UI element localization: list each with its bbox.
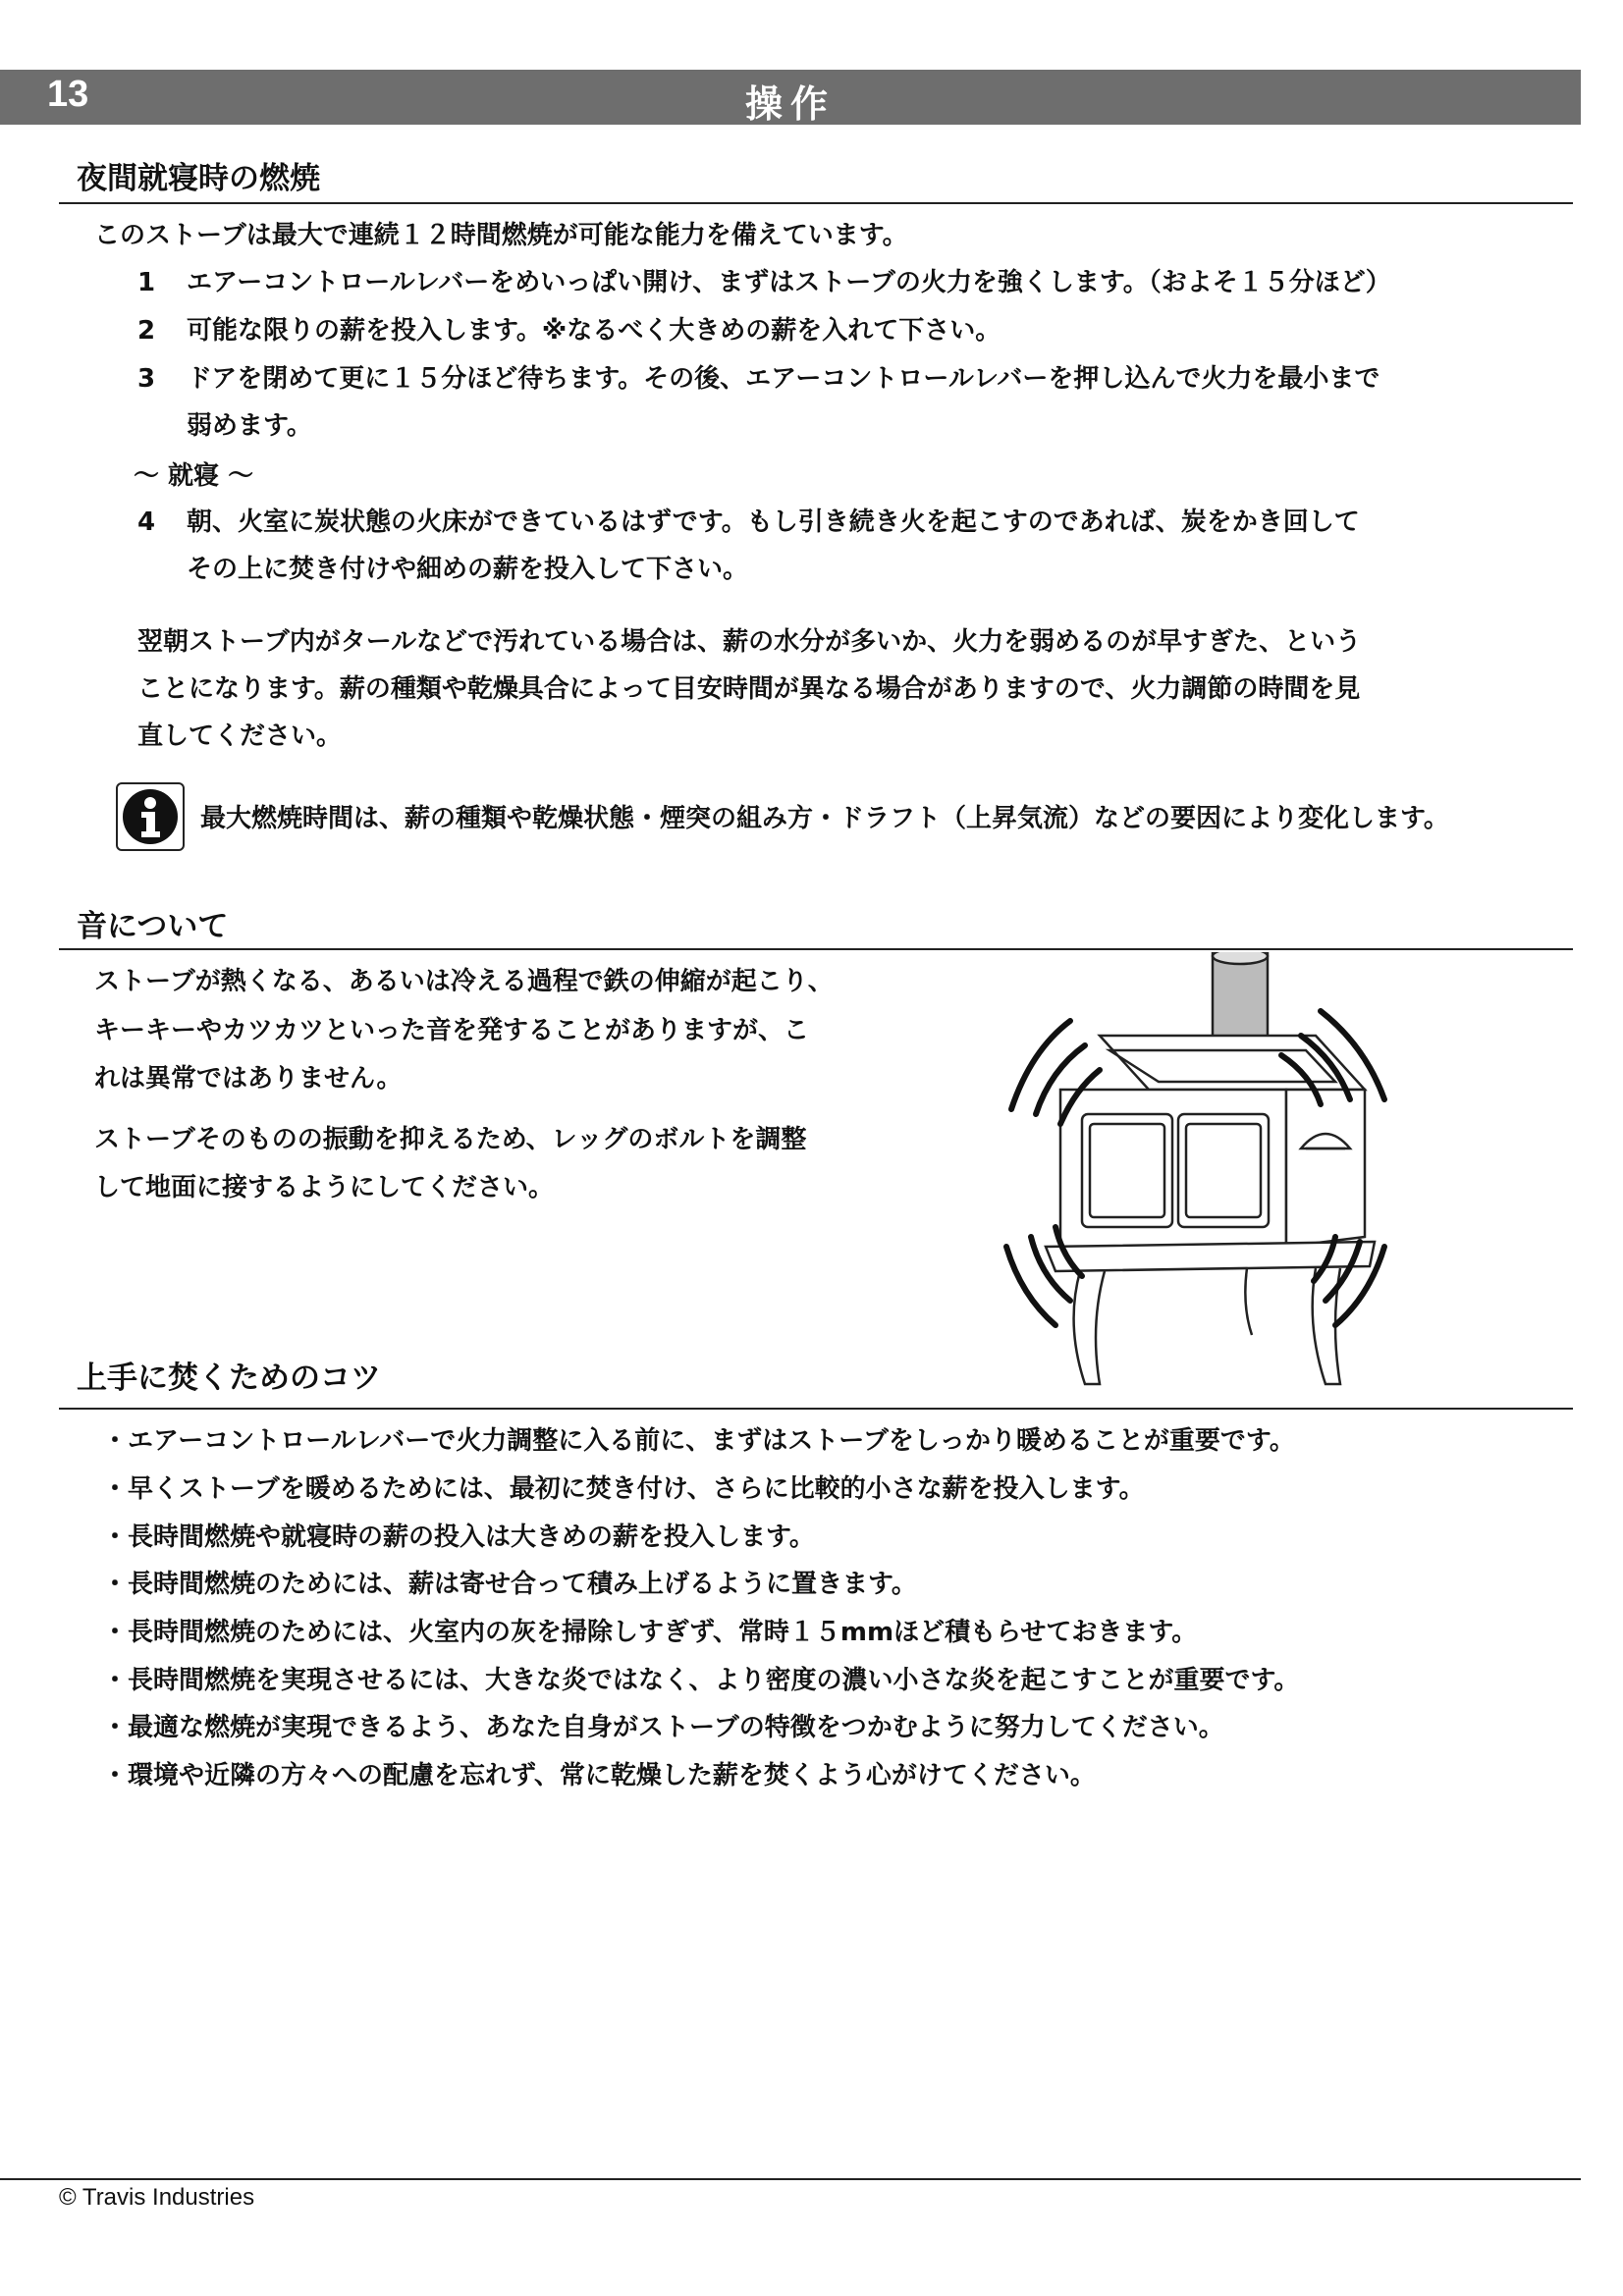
step-2	[137, 307, 1001, 354]
tip-item: ・早くストーブを暖めるためには、最初に焚き付け、さらに比較的小さな薪を投入します。	[102, 1474, 1145, 1504]
section-heading-sound: 音について	[77, 909, 229, 944]
info-text: 最大燃焼時間は、薪の種類や乾燥状態・煙突の組み方・ドラフト（上昇気流）などの要因により変化します。	[200, 804, 1449, 833]
tip-item: ・環境や近隣の方々への配慮を忘れず、常に乾燥した薪を焚くよう心がけてください。	[102, 1761, 1096, 1790]
step-1	[137, 259, 1391, 306]
step-4-continued: その上に焚き付けや細めの薪を投入して下さい。	[187, 555, 749, 584]
sound-para1-line1: ストーブが熱くなる、あるいは冷える過程で鉄の伸縮が起こり、	[94, 967, 834, 996]
note-line-1: 翌朝ストーブ内がタールなどで汚れている場合は、薪の水分が多いか、火力を弱めるのが早すぎた、という	[137, 627, 1362, 657]
tip-item: ・長時間燃焼を実現させるには、大きな炎ではなく、より密度の濃い小さな炎を起こすことが重要です。	[102, 1666, 1300, 1695]
page-number: 13	[47, 74, 89, 115]
footer-copyright: © Travis Industries	[59, 2184, 255, 2211]
step-text: 朝、火室に炭状態の火床ができているはずです。もし引き続き火を起こすのであれば、炭をかき回して	[187, 507, 1360, 537]
step-number: 3	[137, 364, 156, 394]
step-number: 2	[137, 316, 156, 346]
page-header-bar	[0, 70, 1581, 125]
tip-item: ・長時間燃焼のためには、薪は寄せ合って積み上げるように置きます。	[102, 1570, 917, 1599]
section-rule	[59, 948, 1573, 950]
sound-para2-line1: ストーブそのものの振動を抑えるため、レッグのボルトを調整	[94, 1125, 807, 1154]
sleep-label: ～ 就寝 ～	[134, 461, 254, 491]
section-heading-night-burning: 夜間就寝時の燃焼	[77, 161, 320, 196]
note-line-2: ことになります。薪の種類や乾燥具合によって目安時間が異なる場合がありますので、火力調節の時間を見	[137, 674, 1361, 704]
step-number: 4	[137, 507, 156, 537]
night-intro-text: このストーブは最大で連続１２時間燃焼が可能な能力を備えています。	[94, 221, 908, 250]
step-text: 可能な限りの薪を投入します。※なるべく大きめの薪を入れて下さい。	[187, 316, 1001, 346]
step-text: ドアを閉めて更に１５分ほど待ちます。その後、エアーコントロールレバーを押し込んで火力を最小まで	[187, 364, 1380, 394]
tip-item: ・長時間燃焼や就寝時の薪の投入は大きめの薪を投入します。	[102, 1522, 815, 1552]
footer-rule	[0, 2178, 1581, 2180]
info-icon	[116, 782, 185, 851]
note-line-3: 直してください。	[137, 721, 343, 751]
section-heading-tips: 上手に焚くためのコツ	[77, 1361, 381, 1396]
tip-item: ・長時間燃焼のためには、火室内の灰を掃除しすぎず、常時１５mmほど積もらせておきます。	[102, 1618, 1198, 1647]
section-rule	[59, 1408, 1573, 1410]
step-3-continued: 弱めます。	[187, 411, 312, 441]
sound-para1-line3: れは異常ではありません。	[94, 1064, 403, 1094]
section-rule	[59, 202, 1573, 204]
chapter-title: 操作	[744, 82, 836, 126]
stove-vibration-illustration	[992, 952, 1404, 1394]
step-3	[137, 355, 1380, 402]
step-text: エアーコントロールレバーをめいっぱい開け、まずはストーブの火力を強くします。（およそ１５分ほど）	[187, 268, 1391, 297]
sound-para1-line2: キーキーやカツカツといった音を発することがありますが、こ	[94, 1016, 810, 1045]
step-number: 1	[137, 268, 156, 297]
tip-item: ・最適な燃焼が実現できるよう、あなた自身がストーブの特徴をつかむように努力してください。	[102, 1713, 1224, 1742]
step-4	[137, 499, 1360, 546]
sound-para2-line2: して地面に接するようにしてください。	[94, 1173, 555, 1202]
tip-item: ・エアーコントロールレバーで火力調整に入る前に、まずはストーブをしっかり暖めることが重要です。	[102, 1426, 1295, 1456]
